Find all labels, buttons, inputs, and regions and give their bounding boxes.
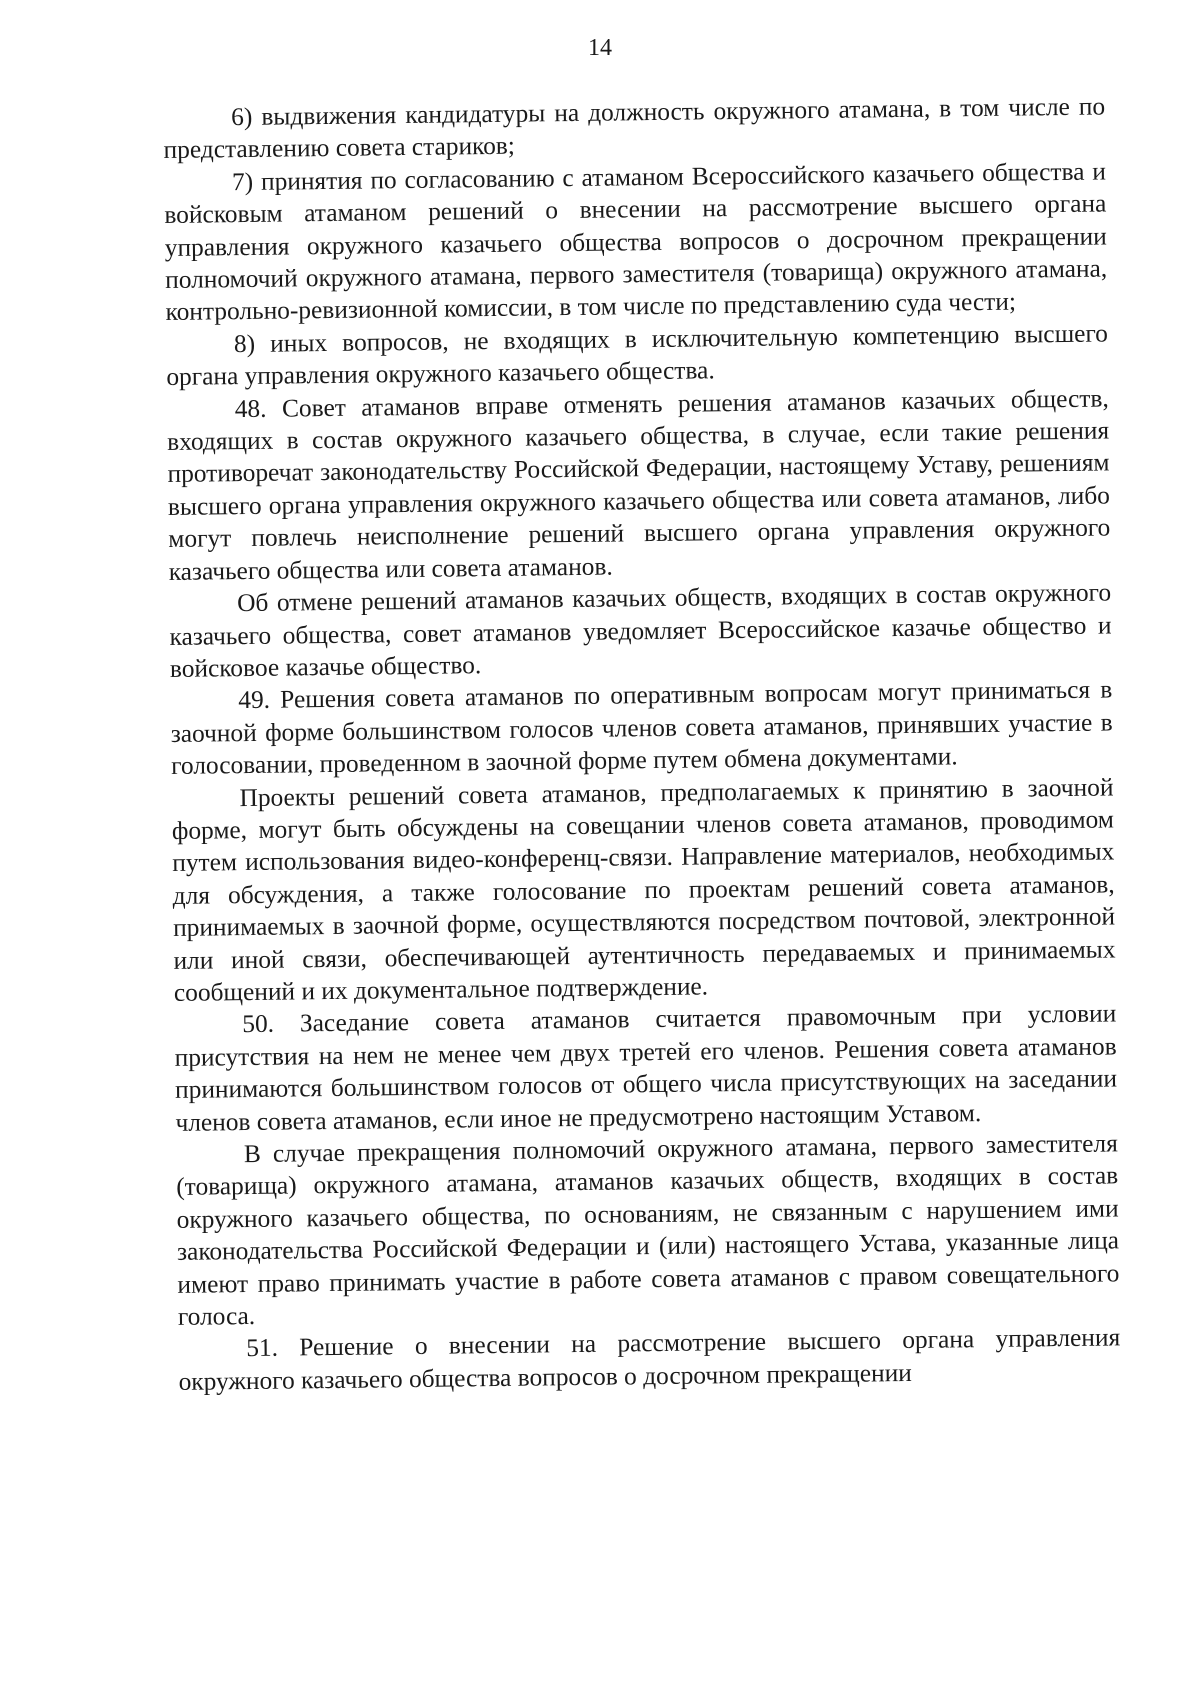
paragraph-section-50: 50. Заседание совета атаманов считается правомочным при условии присутствия на нем не менее чем двух третей его членов. Решения совета атаманов принимаются большинством голосов от общего числа присутствующих на заседании членов совета атаманов, если иное не предусмотрено настоящим Уставом. <box>174 999 1118 1137</box>
page-number: 14 <box>588 35 612 61</box>
paragraph-section-49: 49. Решения совета атаманов по оперативным вопросам могут приниматься в заочной форме большинством голосов членов совета атаманов, принявших участие в голосовании, проведенном в заочной форме путем обмена документами. <box>170 675 1113 781</box>
paragraph-section-49-drafts: Проекты решений совета атаманов, предполагаемых к принятию в заочной форме, могут быть обсуждены на совещании членов совета атаманов, проводимом путем использования видео-конференц-связи. Направление материалов, необходимых для обсуждения, а также голосование по проектам решений совета атаманов, принимаемых в заочной форме, осуществляются посредством почтовой, электронной или иной связи, обеспечивающей аутентичность передаваемых и принимаемых сообщений и их документальное подтверждение. <box>171 772 1116 1007</box>
paragraph-section-48-notice: Об отмене решений атаманов казачьих обществ, входящих в состав окружного казачьего общества, совет атаманов уведомляет Всероссийское казачье общество и войсковое казачье общество. <box>169 578 1112 683</box>
paragraph-section-51: 51. Решение о внесении на рассмотрение высшего органа управления окружного казачьего общества вопросов о досрочном прекращении <box>178 1323 1121 1396</box>
paragraph-item-7: 7) принятия по согласованию с атаманом Всероссийского казачьего общества и войсковым атаманом решений о внесении на рассмотрение высшего органа управления окружного казачьего общества вопросов о досрочном прекращении полномочий окружного атамана, первого заместителя (товарища) окружного атамана, контрольно-ревизионной комиссии, в том числе по представлению суда чести; <box>164 157 1108 327</box>
document-body <box>163 90 1121 1398</box>
paragraph-item-8: 8) иных вопросов, не входящих в исключительную компетенцию высшего органа управления окружного казачьего общества. <box>166 319 1109 392</box>
paragraph-section-50-termination: В случае прекращения полномочий окружного атамана, первого заместителя (товарища) окружного атамана, атаманов казачьих обществ, входящих в состав окружного казачьего общества, по основаниям, не связанным с нарушением ими законодательства Российской Федерации и (или) настоящего Устава, указанные лица имеют право принимать участие в работе совета атаманов с правом совещательного голоса. <box>176 1129 1120 1331</box>
paragraph-section-48: 48. Совет атаманов вправе отменять решения атаманов казачьих обществ, входящих в состав окружного казачьего общества, в случае, если такие решения противоречат законодательству Российской Федерации, настоящему Уставу, решениям высшего органа управления окружного казачьего общества или совета атаманов, либо могут повлечь неисполнение решений высшего органа управления окружного казачьего общества или совета атаманов. <box>166 384 1111 586</box>
paragraph-item-6: 6) выдвижения кандидатуры на должность окружного атамана, в том числе по представлению совета стариков; <box>163 92 1106 165</box>
